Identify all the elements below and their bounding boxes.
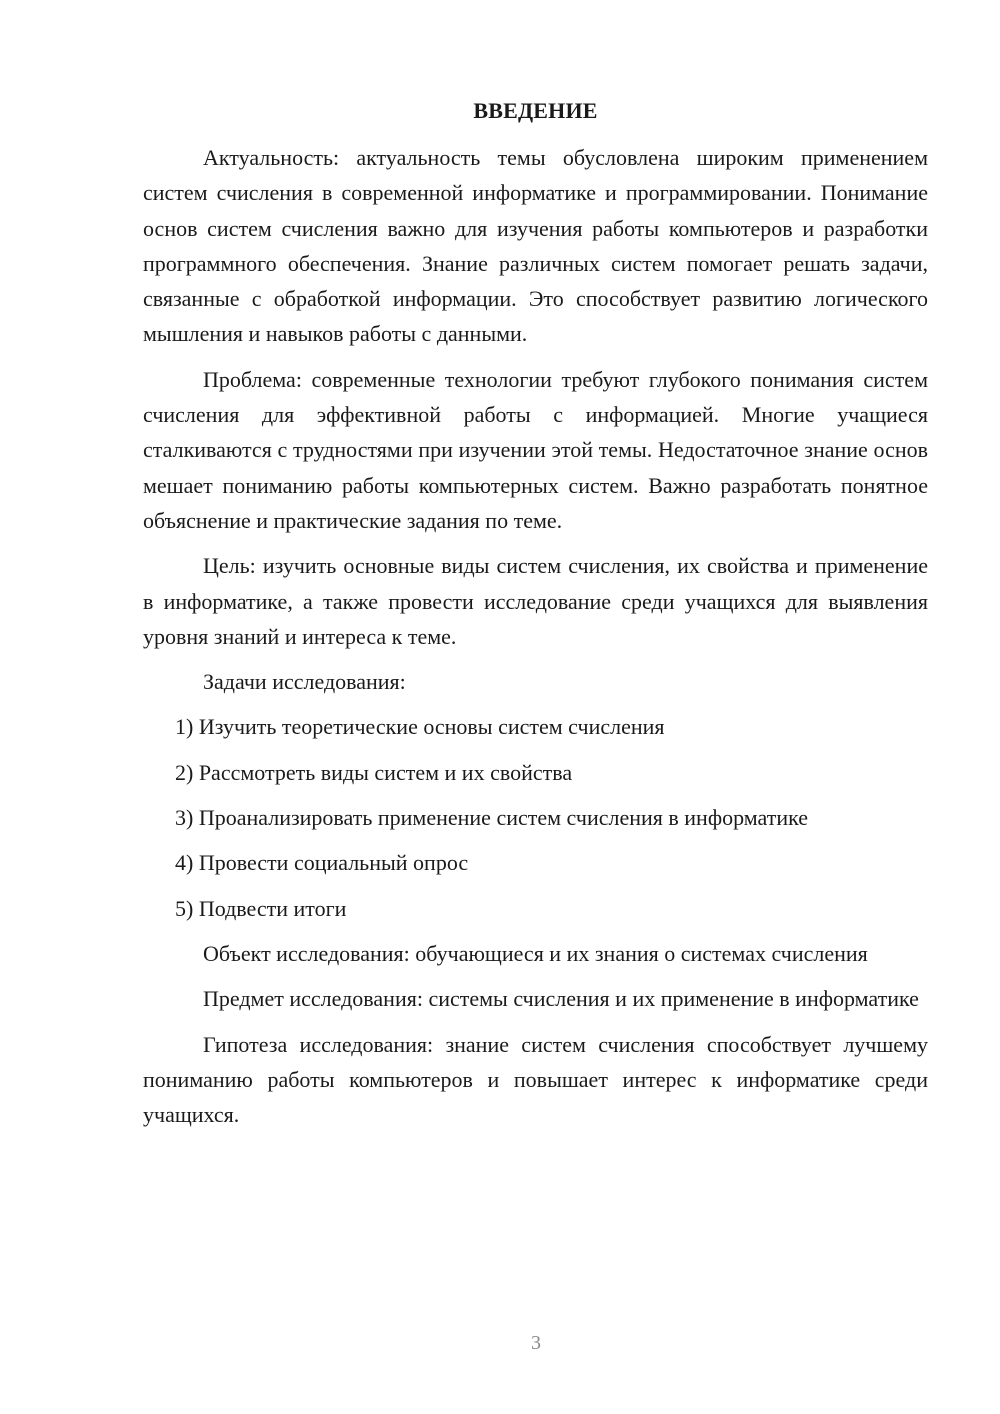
list-item: 2) Рассмотреть виды систем и их свойства: [175, 759, 573, 785]
list-item: 3) Проанализировать применение систем счисления в информатике: [175, 805, 809, 831]
paragraph-relevance: Актуальность: актуальность темы обусловлена широким применением систем счисления в современной информатике и программировании. Понимание основ систем счисления важно для изучения работы компьютеров и разработки программного обеспечения. Знание различных систем помогает решать задачи, связанные с обработкой информации. Это способствует развитию логического мышления и навыков работы с данными.: [143, 145, 928, 347]
list-item: 4) Провести социальный опрос: [175, 850, 469, 876]
page-number: 3: [531, 1332, 541, 1354]
tasks-title: Задачи исследования:: [203, 669, 406, 695]
paragraph-object: Объект исследования: обучающиеся и их знания о системах счисления: [203, 940, 868, 966]
paragraph-subject: Предмет исследования: системы счисления и их применение в информатике: [203, 986, 919, 1012]
paragraph-goal: Цель: изучить основные виды систем счисления, их свойства и применение в информатике, а также провести исследование среди учащихся для выявления уровня знаний и интереса к теме.: [143, 553, 928, 649]
page-content: [143, 95, 928, 1142]
paragraph-problem: Проблема: современные технологии требуют глубокого понимания систем счисления для эффективной работы с информацией. Многие учащиеся сталкиваются с трудностями при изучении этой темы. Недостаточное знание основ мешает пониманию работы компьютерных систем. Важно разработать понятное объяснение и практические задания по теме.: [143, 366, 928, 533]
paragraph-hypothesis: Гипотеза исследования: знание систем счисления способствует лучшему пониманию работы компьютеров и повышает интерес к информатике среди учащихся.: [143, 1031, 928, 1128]
list-item: 5) Подвести итоги: [175, 895, 347, 921]
list-item: 1) Изучить теоретические основы систем счисления: [175, 714, 665, 740]
tasks-list: [143, 709, 928, 925]
section-heading: ВВЕДЕНИЕ: [473, 98, 598, 123]
